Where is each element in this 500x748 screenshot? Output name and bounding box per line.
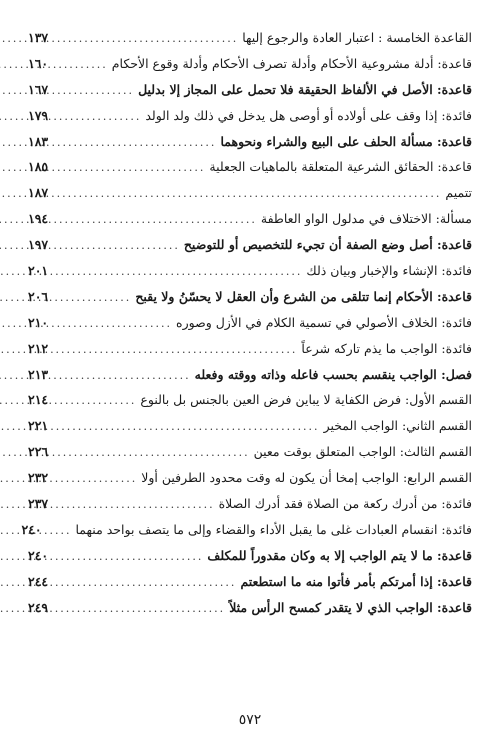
toc-entry-page: ٢١٠: [28, 314, 49, 330]
toc-entry-title: تتميم: [445, 185, 472, 201]
dot-leader: [70, 239, 180, 252]
dot-leader: [70, 213, 257, 226]
toc-entry-page: ٢٤٠: [28, 547, 49, 563]
toc-entry: [28, 185, 472, 211]
dot-leader: [70, 446, 250, 459]
toc-entry-page: ٢١٢: [28, 340, 49, 356]
toc-entry-page: ٢٠١: [28, 263, 49, 279]
dot-leader: [70, 369, 191, 382]
toc-entry-title: قاعدة: الواجب الذي لا يتقدر كمسح الرأس مثلاً: [229, 599, 472, 615]
toc-entry: [28, 56, 472, 82]
toc-entry-title: فائدة: الواجب ما يذم تاركه شرعاً: [301, 340, 472, 356]
toc-entry-title: القسم الثالث: الواجب المتعلق بوقت معين: [253, 444, 472, 460]
toc-entry-title: قاعدة: أدلة مشروعية الأحكام وأدلة تصرف الأحكام وأدلة وقوع الأحكام: [111, 55, 472, 71]
toc-entry-page: ١٨٥: [28, 159, 49, 175]
toc-entry-title: فائدة: انقسام العبادات غلى ما يقبل الأداء والقضاء وإلى ما يتصف بواحد منهما: [75, 521, 472, 537]
dot-leader: [70, 472, 137, 485]
dot-leader: [70, 265, 302, 278]
toc-entry-page: ١٩٤: [28, 211, 49, 227]
toc-entry-page: ٢١٤: [28, 392, 49, 408]
dot-leader: [70, 498, 215, 511]
toc-entry-page: ٢٤٤: [28, 573, 49, 589]
toc-entry-title: قاعدة: أصل وضع الصفة أن تجيء للتخصيص أو للتوضيح: [183, 237, 472, 253]
toc-entry: [28, 237, 472, 263]
toc-entry-title: قاعدة: الحقائق الشرعية المتعلقة بالماهيات الجعلية: [209, 159, 472, 175]
dot-leader: [70, 110, 141, 123]
toc-entry-title: مسألة: الاختلاف في مدلول الواو العاطفة: [260, 211, 472, 227]
toc-entry-title: فائدة: من أدرك ركعة من الصلاة فقد أدرك الصلاة: [218, 496, 472, 512]
dot-leader: [70, 550, 203, 563]
toc-entry: [28, 496, 472, 522]
dot-leader: [70, 420, 320, 433]
toc-entry: [28, 600, 472, 626]
toc-entry-page: ١٦٠: [28, 55, 49, 71]
page-number: ٥٧٢: [238, 712, 262, 728]
dot-leader: [70, 394, 136, 407]
toc-entry-title: فائدة: الخلاف الأصولي في تسمية الكلام في الأزل وصوره: [176, 314, 472, 330]
toc-entry-page: ٢٤٠: [21, 521, 42, 537]
toc-entry: [28, 548, 472, 574]
toc-entry-title: قاعدة: الأحكام إنما تتلقى من الشرع وأن العقل لا يحسّنُ ولا يقبح: [135, 288, 472, 304]
toc-entry-page: ١٦٧: [28, 81, 49, 97]
dot-leader: [70, 58, 108, 71]
dot-leader: [70, 187, 441, 200]
toc-entry-page: ٢٣٢: [28, 470, 49, 486]
toc-entry-title: القسم الرابع: الواجب إمخا أن يكون له وقت محدود الطرفين أولا: [141, 470, 472, 486]
toc-entry-page: ٢٤٩: [28, 599, 49, 615]
dot-leader: [70, 136, 216, 149]
toc-entry-title: القاعدة الخامسة : اعتبار العادة والرجوع إليها: [242, 30, 472, 45]
toc-entry-title: قاعدة: ما لا يتم الواجب إلا به وكان مقدوراً للمكلف: [207, 547, 472, 563]
toc-entry-title: القسم الأول: فرض الكفاية لا يباين فرض العين بالجنس بل بالنوع: [140, 392, 472, 408]
toc-entry: [28, 263, 472, 289]
toc-entry: [28, 574, 472, 600]
table-of-contents: [21, 30, 472, 625]
toc-entry-page: ٢٣٧: [28, 496, 49, 512]
toc-entry: [28, 134, 472, 160]
toc-entry-title: فائدة: إذا وقف على أولاده أو أوصى هل يدخل في ذلك ولد الولد: [145, 107, 472, 123]
toc-entry: [28, 30, 472, 56]
toc-entry-page: ١٨٣: [28, 133, 49, 149]
toc-entry: [28, 211, 472, 237]
toc-entry: [28, 367, 472, 393]
toc-entry: [28, 108, 472, 134]
toc-entry: [21, 521, 472, 548]
dot-leader: [70, 32, 238, 45]
toc-entry: [28, 470, 472, 496]
toc-entry-page: ٢٢١: [28, 418, 49, 434]
dot-leader: [70, 602, 225, 615]
toc-entry-page: ٢٢٦: [28, 444, 49, 460]
toc-entry-page: ١٨٧: [28, 185, 49, 201]
dot-leader: [64, 524, 72, 537]
toc-entry-page: ٢٠٦: [28, 288, 49, 304]
toc-entry: [28, 341, 472, 367]
dot-leader: [70, 343, 297, 356]
toc-entry-page: ٢١٣: [28, 366, 49, 382]
dot-leader: [70, 291, 131, 304]
dot-leader: [70, 576, 236, 589]
toc-entry-page: ١٣٧: [28, 30, 49, 45]
toc-entry: [28, 315, 472, 341]
toc-entry: [28, 392, 472, 418]
dot-leader: [70, 317, 172, 330]
toc-entry: [28, 289, 472, 315]
toc-entry: [28, 159, 472, 185]
toc-entry-page: ١٧٩: [28, 107, 49, 123]
toc-entry-title: قاعدة: إذا أمرتكم بأمر فأتوا منه ما استطعتم: [240, 573, 472, 589]
dot-leader: [70, 161, 205, 174]
toc-entry-title: فائدة: الإنشاء والإخبار وبيان ذلك: [306, 263, 472, 279]
dot-leader: [70, 84, 134, 97]
toc-entry-title: قاعدة: مسألة الحلف على البيع والشراء ونحوهما: [220, 133, 472, 149]
toc-entry-title: فصل: الواجب ينقسم بحسب فاعله وذاته ووقته وفعله: [194, 366, 472, 382]
toc-entry-title: القسم الثاني: الواجب المخير: [323, 418, 472, 434]
toc-entry: [28, 444, 472, 470]
toc-entry: [28, 82, 472, 108]
toc-entry: [28, 418, 472, 444]
toc-entry-page: ١٩٧: [28, 237, 49, 253]
toc-entry-title: قاعدة: الأصل في الألفاظ الحقيقة فلا تحمل على المجاز إلا بدليل: [138, 81, 472, 97]
